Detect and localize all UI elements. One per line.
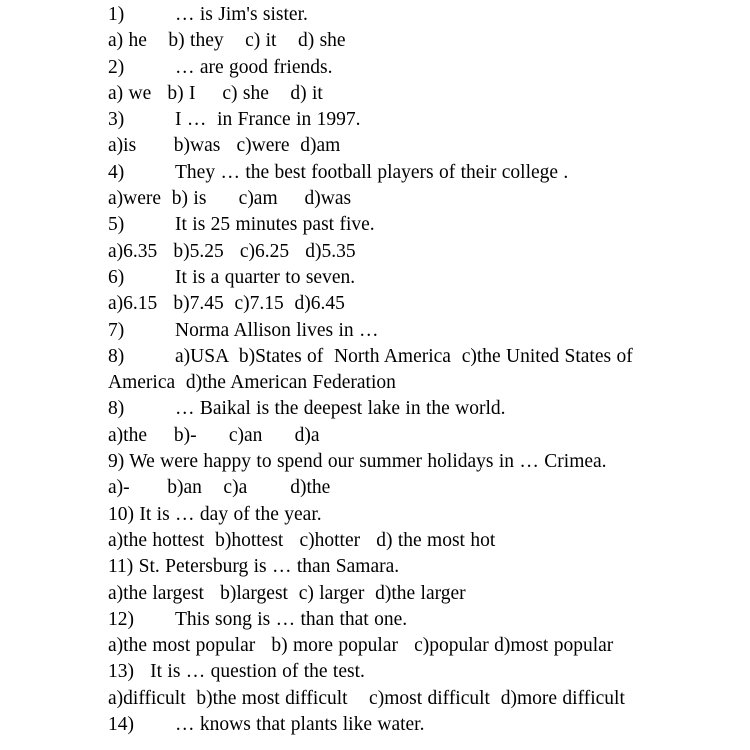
document-line: a)the b)- c)an d)a: [108, 424, 320, 446]
document-line: a)the hottest b)hottest c)hotter d) the most hot: [108, 529, 496, 551]
document-line: 5) It is 25 minutes past five.: [108, 214, 375, 236]
document-line: a)6.35 b)5.25 c)6.25 d)5.35: [108, 240, 356, 262]
document-line: a)the most popular b) more popular c)popular d)most popular: [108, 635, 614, 657]
document-line: 11) St. Petersburg is … than Samara.: [108, 556, 400, 578]
document-line: 2) … are good friends.: [108, 56, 333, 78]
document-line: a)- b)an c)a d)the: [108, 477, 331, 499]
document-line: 3) I … in France in 1997.: [108, 109, 361, 131]
document-line: 8) a)USA b)States of North America c)the United States of America d)the American Federation: [108, 345, 637, 394]
document-line: a)the largest b)largest c) larger d)the larger: [108, 582, 466, 604]
document-line: 13) It is … question of the test.: [108, 661, 365, 683]
document-line: 9) We were happy to spend our summer holidays in … Crimea.: [108, 451, 607, 473]
document-line: a)difficult b)the most difficult c)most difficult d)more difficult: [108, 687, 625, 709]
document-line: a) he b) they c) it d) she: [108, 30, 346, 52]
document-line: a)were b) is c)am d)was: [108, 188, 352, 210]
document-line: 7) Norma Allison lives in …: [108, 319, 379, 341]
document-line: 4) They … the best football players of their college .: [108, 161, 569, 183]
document-line: a)6.15 b)7.45 c)7.15 d)6.45: [108, 293, 345, 315]
document-line: a)is b)was c)were d)am: [108, 135, 341, 157]
document-line: a) we b) I c) she d) it: [108, 82, 323, 104]
document-line: 6) It is a quarter to seven.: [108, 266, 356, 288]
document-line: 8) … Baikal is the deepest lake in the world.: [108, 398, 506, 420]
document-line: 12) This song is … than that one.: [108, 608, 408, 630]
document-line: 10) It is … day of the year.: [108, 503, 322, 525]
document-line: 14) … knows that plants like water.: [108, 714, 425, 736]
document-line: 1) … is Jim's sister.: [108, 4, 308, 25]
